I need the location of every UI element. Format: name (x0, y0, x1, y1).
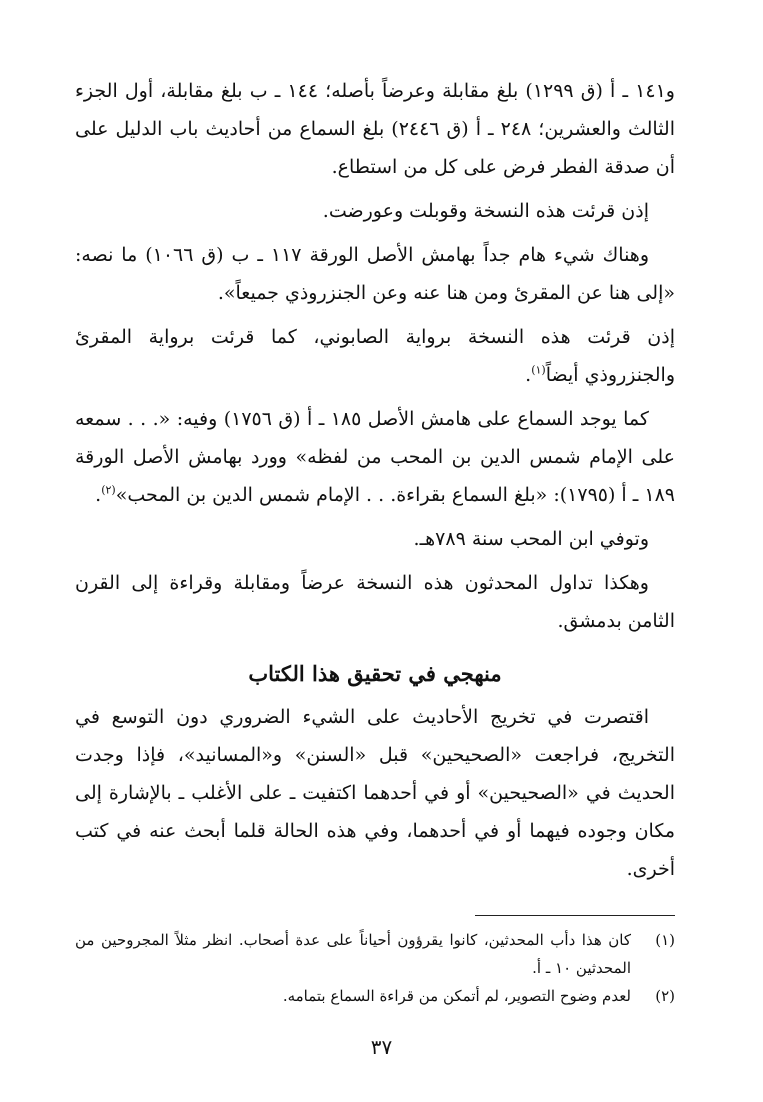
footnote-divider (475, 915, 675, 916)
footnote-ref[interactable]: (١) (531, 363, 546, 377)
paragraph-tail: . (95, 484, 102, 506)
footnote-text: لعدم وضوح التصوير، لم أتمكن من قراءة السماع بتمامه. (282, 987, 631, 1005)
footnotes (75, 915, 675, 1010)
section-heading: منهجي في تحقيق هذا الكتاب (248, 661, 502, 686)
footnote-2 (75, 982, 675, 1010)
footnote-ref[interactable]: (٢) (101, 483, 116, 497)
paragraph-death-date (75, 520, 675, 558)
paragraph-audition (75, 400, 675, 514)
footnote-text: كان هذا دأب المحدثين، كانوا يقرؤون أحياناً على عدة أصحاب. انظر مثلاً المجروحين من المحدثين ١٠ ـ أ. (75, 931, 631, 977)
paragraph-text: وتوفي ابن المحب سنة ٧٨٩هـ. (413, 528, 649, 550)
paragraph-conclusion-2 (75, 318, 675, 394)
paragraph-method (75, 698, 675, 888)
page-number: ٣٧ (370, 1035, 393, 1059)
footnote-number: (١) (655, 931, 675, 949)
paragraph-tail: . (525, 364, 532, 386)
paragraph-margin-note (75, 236, 675, 312)
paragraph-conclusion-1 (75, 192, 675, 230)
paragraph-text: وهكذا تداول المحدثون هذه النسخة عرضاً ومقابلة وقراءة إلى القرن الثامن بدمشق. (75, 572, 675, 632)
footnote-number: (٢) (655, 987, 675, 1005)
footnote-1 (75, 926, 675, 982)
paragraph-manuscript-notes (75, 72, 675, 186)
paragraph-text: وهناك شيء هام جداً بهامش الأصل الورقة ١١٧ ـ ب (ق ١٠٦٦) ما نصه: «إلى هنا عن المقرئ ومن هنا عنه وعن الجنزروذي جميعاً». (75, 244, 675, 304)
paragraph-text: اقتصرت في تخريج الأحاديث على الشيء الضروري دون التوسع في التخريج، فراجعت «الصحيحين» قبل «السنن» و«المسانيد»، فإذا وجدت الحديث في «الصحيحين» أو في أحدهما اكتفيت ـ على الأغلب ـ بالإشارة إلى مكان وجوده فيهما أو في أحدهما، وفي هذه الحالة قلما أبحث عنه في كتب أخرى. (75, 706, 675, 880)
paragraph-text: كما يوجد السماع على هامش الأصل ١٨٥ ـ أ (ق ١٧٥٦) وفيه: «. . . سمعه على الإمام شمس الدين بن المحب من لفظه» وورد بهامش الأصل الورقة ١٨٩ ـ أ (١٧٩٥): «بلغ السماع بقراءة. . . الإمام شمس الدين بن المحب» (75, 408, 675, 506)
paragraph-circulation (75, 564, 675, 640)
paragraph-text: إذن قرئت هذه النسخة وقوبلت وعورضت. (322, 200, 649, 222)
paragraph-text: و١٤١ ـ أ (ق ١٢٩٩) بلغ مقابلة وعرضاً بأصله؛ ١٤٤ ـ ب بلغ مقابلة، أول الجزء الثالث والعشرين؛ ٢٤٨ ـ أ (ق ٢٤٤٦) بلغ السماع من أحاديث باب الدليل على أن صدقة الفطر فرض على كل من استطاع. (75, 80, 675, 178)
main-text (75, 72, 675, 894)
paragraph-text: إذن قرئت هذه النسخة برواية الصابوني، كما قرئت برواية المقرئ والجنزروذي أيضاً (75, 326, 675, 386)
